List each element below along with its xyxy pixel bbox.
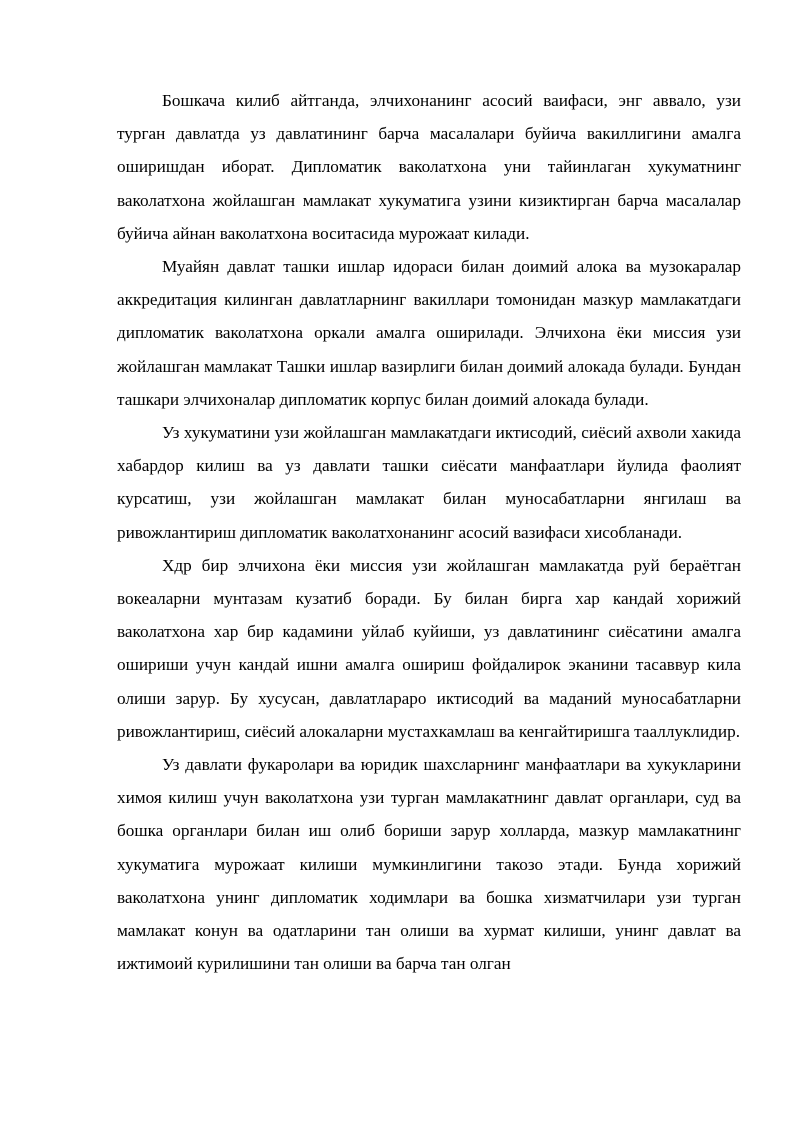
paragraph-3: Уз хукуматини узи жойлашган мамлакатдаги иктисодий, сиёсий ахволи хакида хабардор килиш ва уз давлати ташки сиёсати манфаатлари йулида фаолият курсатиш, узи жойлашган мамлакат билан муносабатларни янгилаш ва ривожлантириш дипломатик ваколатхонанинг асосий вазифаси хисобланади.: [117, 423, 741, 542]
paragraph-2: Муайян давлат ташки ишлар идораси билан доимий алока ва музокаралар аккредитация килинган давлатларнинг вакиллари томонидан мазкур мамлакатдаги дипломатик ваколатхона оркали амалга оширилади. Элчихона ёки миссия узи жойлашган мамлакат Ташки ишлар вазирлиги билан доимий алокада булади. Бундан ташкари элчихоналар дипломатик корпус билан доимий алокада булади.: [117, 257, 741, 409]
document-page: [117, 84, 741, 980]
paragraph-4: Хдр бир элчихона ёки миссия узи жойлашган мамлакатда руй бераётган вокеаларни мунтазам кузатиб боради. Бу билан бирга хар кандай хорижий ваколатхона хар бир кадамини уйлаб куйиши, уз давлатининг сиёсатини амалга ошириши учун кандай ишни амалга ошириш фойдалирок эканини тасаввур кила олиши зарур. Бу хусусан, давлатлараро иктисодий ва маданий муносабатларни ривожлантириш, сиёсий алокаларни мустахкамлаш ва кенгайтиришга тааллуклидир.: [117, 555, 741, 741]
paragraph-1: Бошкача килиб айтганда, элчихонанинг асосий ваифаси, энг аввало, узи турган давлатда уз давлатининг барча масалалари буйича вакиллигини амалга оширишдан иборат. Дипломатик ваколатхона уни тайинлаган хукуматнинг ваколатхона жойлашган мамлакат хукуматига узини кизиктирган барча масалалар буйича айнан ваколатхона воситасида мурожаат килади.: [117, 91, 741, 243]
paragraph-5: Уз давлати фукаролари ва юридик шахсларнинг манфаатлари ва хукукларини химоя килиш учун ваколатхона узи турган мамлакатнинг давлат органлари, суд ва бошка органлари билан иш олиб бориши зарур холларда, мазкур мамлакатнинг хукуматига мурожаат килиши мумкинлигини такозо этади. Бунда хорижий ваколатхона унинг дипломатик ходимлари ва бошка хизматчилари узи турган мамлакат конун ва одатларини тан олиши ва хурмат килиши, унинг давлат ва ижтимоий курилишини тан олиши ва барча тан олган: [117, 755, 741, 974]
